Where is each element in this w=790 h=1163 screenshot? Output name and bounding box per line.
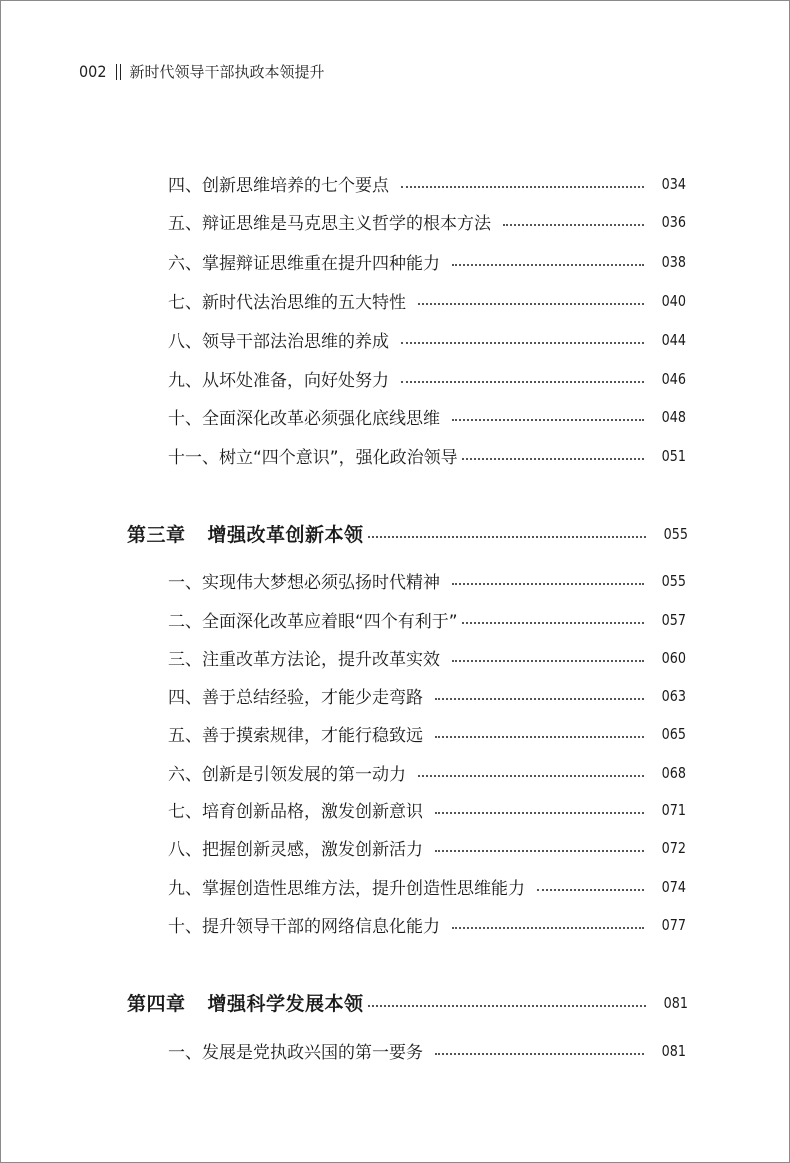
- toc-entry-page: 038: [661, 252, 686, 271]
- chapter-label: 第四章: [127, 993, 186, 1015]
- toc-entry-page: 057: [661, 610, 686, 629]
- toc-entry-page: 068: [661, 763, 686, 782]
- toc-entry-title: 六、创新是引领发展的第一动力: [168, 765, 406, 785]
- header-separator: [116, 64, 121, 80]
- toc-entry-title: 五、善于摸索规律，才能行稳致远: [168, 726, 423, 746]
- toc-entry-page: 063: [661, 686, 686, 705]
- toc-entry[interactable]: [168, 209, 686, 234]
- toc-entry-title: 二、全面深化改革应着眼“四个有利于”: [168, 612, 458, 632]
- toc-leader-dots: [418, 303, 644, 305]
- toc-entry-page: 081: [661, 1041, 686, 1060]
- toc-entry-page: 051: [661, 446, 686, 465]
- toc-leader-dots: [435, 1053, 644, 1055]
- toc-entry-page: 040: [661, 291, 686, 310]
- toc-leader-dots: [418, 775, 644, 777]
- toc-entry-title: 三、注重改革方法论，提升改革实效: [168, 650, 440, 670]
- toc-entry-title: 十、全面深化改革必须强化底线思维: [168, 409, 440, 429]
- toc-leader-dots: [435, 812, 644, 814]
- toc-entry-page: 055: [661, 571, 686, 590]
- toc-entry-page: 071: [661, 800, 686, 819]
- chapter-name: 增强改革创新本领: [207, 524, 364, 546]
- toc-entry[interactable]: [168, 171, 686, 196]
- toc-leader-dots: [452, 927, 644, 929]
- toc-chapter-page: 081: [663, 993, 688, 1012]
- toc-chapter-page: 055: [663, 524, 688, 543]
- toc-entry-page: 034: [661, 174, 686, 193]
- toc-entry-title: 四、善于总结经验，才能少走弯路: [168, 688, 423, 708]
- toc-entry-title: 九、掌握创造性思维方法，提升创造性思维能力: [168, 879, 525, 899]
- toc-entry-page: 072: [661, 838, 686, 857]
- toc-leader-dots: [452, 583, 644, 585]
- toc-entry[interactable]: [168, 249, 686, 274]
- toc-entry-title: 七、新时代法治思维的五大特性: [168, 293, 406, 313]
- toc-entry-title: 十、提升领导干部的网络信息化能力: [168, 917, 440, 937]
- header-book-title: 新时代领导干部执政本领提升: [129, 63, 325, 81]
- toc-entry[interactable]: [168, 443, 686, 468]
- toc-entry[interactable]: [168, 760, 686, 785]
- toc-entry[interactable]: [168, 797, 686, 822]
- toc-entry[interactable]: [168, 683, 686, 708]
- toc-entry[interactable]: [168, 1038, 686, 1063]
- toc-leader-dots: [452, 419, 644, 421]
- running-header: [79, 61, 324, 82]
- toc-leader-dots: [401, 342, 644, 344]
- toc-leader-dots: [462, 622, 644, 624]
- toc-entry-title: 九、从坏处准备，向好处努力: [168, 371, 389, 391]
- toc-chapter[interactable]: [127, 520, 688, 547]
- toc-entry-title: 八、领导干部法治思维的养成: [168, 332, 389, 352]
- toc-leader-dots: [401, 186, 644, 188]
- toc-chapter-title: [127, 520, 364, 547]
- toc-leader-dots: [462, 458, 644, 460]
- toc-entry-title: 十一、树立“四个意识”，强化政治领导: [168, 448, 458, 468]
- toc-leader-dots: [503, 224, 644, 226]
- toc-leader-dots: [435, 698, 644, 700]
- toc-entry[interactable]: [168, 835, 686, 860]
- toc-entry-title: 一、发展是党执政兴国的第一要务: [168, 1043, 423, 1063]
- toc-leader-dots: [435, 736, 644, 738]
- toc-leader-dots: [401, 381, 644, 383]
- header-page-number: 002: [79, 62, 107, 81]
- toc-entry-page: 065: [661, 724, 686, 743]
- toc-leader-dots: [368, 536, 646, 538]
- toc-entry-page: 077: [661, 915, 686, 934]
- toc-entry-title: 六、掌握辩证思维重在提升四种能力: [168, 254, 440, 274]
- toc-entry[interactable]: [168, 912, 686, 937]
- toc-leader-dots: [368, 1005, 646, 1007]
- toc-chapter-title: [127, 989, 364, 1016]
- toc-entry[interactable]: [168, 568, 686, 593]
- toc-entry-title: 七、培育创新品格，激发创新意识: [168, 802, 423, 822]
- toc-leader-dots: [537, 889, 644, 891]
- toc-entry[interactable]: [168, 874, 686, 899]
- toc-entry[interactable]: [168, 288, 686, 313]
- toc-entry-page: 036: [661, 212, 686, 231]
- toc-entry[interactable]: [168, 645, 686, 670]
- chapter-label: 第三章: [127, 524, 186, 546]
- toc-entry-page: 046: [661, 369, 686, 388]
- toc-entry[interactable]: [168, 366, 686, 391]
- toc-leader-dots: [435, 850, 644, 852]
- toc-leader-dots: [452, 264, 644, 266]
- toc-entry[interactable]: [168, 327, 686, 352]
- toc-entry[interactable]: [168, 607, 686, 632]
- chapter-name: 增强科学发展本领: [207, 993, 364, 1015]
- toc-leader-dots: [452, 660, 644, 662]
- toc-entry-page: 060: [661, 648, 686, 667]
- toc-entry-title: 八、把握创新灵感，激发创新活力: [168, 840, 423, 860]
- toc-chapter[interactable]: [127, 989, 688, 1016]
- toc-entry-page: 074: [661, 877, 686, 896]
- toc-entry-title: 一、实现伟大梦想必须弘扬时代精神: [168, 573, 440, 593]
- toc-entry-page: 048: [661, 407, 686, 426]
- toc-entry-page: 044: [661, 330, 686, 349]
- toc-entry-title: 四、创新思维培养的七个要点: [168, 176, 389, 196]
- toc-entry-title: 五、辩证思维是马克思主义哲学的根本方法: [168, 214, 491, 234]
- toc-entry[interactable]: [168, 721, 686, 746]
- toc-entry[interactable]: [168, 404, 686, 429]
